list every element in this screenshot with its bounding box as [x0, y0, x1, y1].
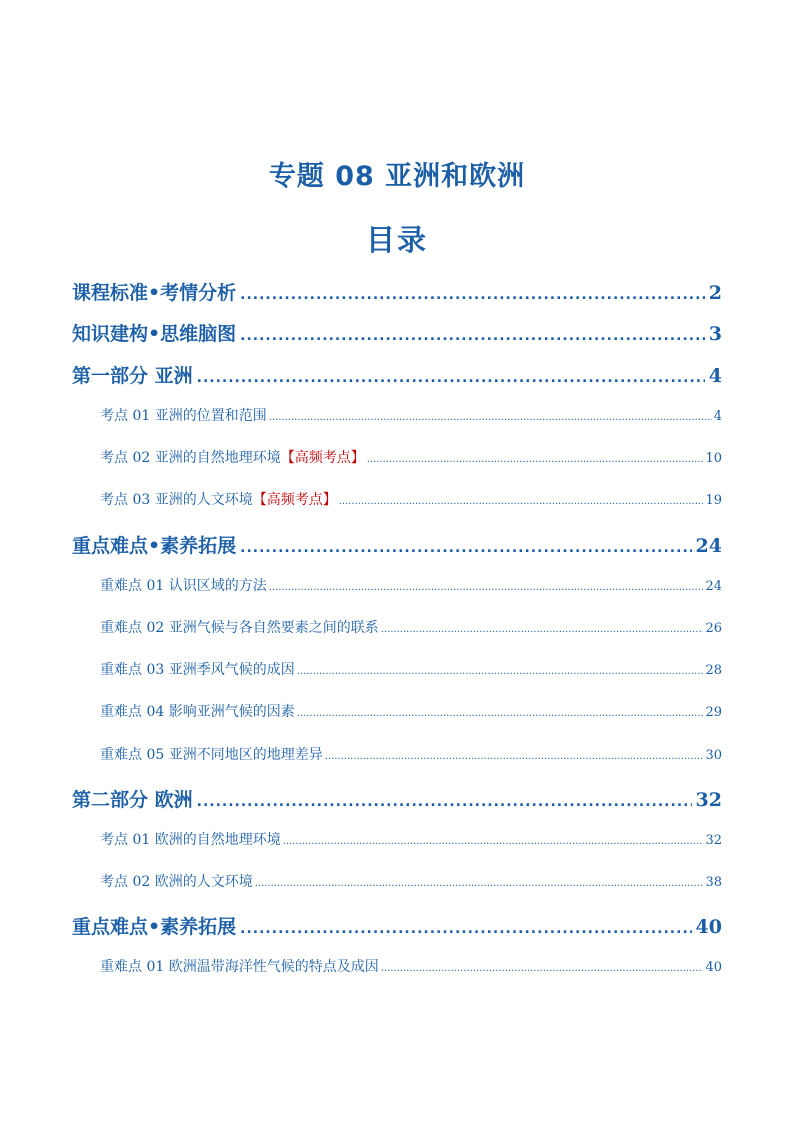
leader-dots [381, 963, 704, 974]
toc-entry-key-difficulties-asia[interactable] [72, 531, 722, 558]
toc-entry-asia-point03[interactable] [100, 489, 722, 509]
toc-entry-label: 第一部分 亚洲 [72, 365, 193, 387]
toc-entry-difficulty05[interactable] [100, 744, 722, 764]
leader-dots [269, 582, 704, 593]
toc-entry-label: 重难点 01 认识区域的方法 [100, 578, 267, 594]
toc-entry-label: 课程标准•考情分析 [72, 282, 237, 304]
toc-entry-label: 重难点 01 欧洲温带海洋性气候的特点及成因 [100, 959, 379, 975]
leader-dots [197, 794, 692, 810]
toc-entry-label: 考点 02 亚洲的自然地理环境 [100, 450, 281, 466]
toc-entry-difficulty04[interactable] [100, 701, 722, 721]
toc-entry-label: 重点难点•素养拓展 [72, 535, 237, 557]
toc-entry-europe-difficulty01[interactable] [100, 956, 722, 976]
high-frequency-tag: 【高频考点】 [252, 492, 337, 508]
toc-entry-label: 重难点 04 影响亚洲气候的因素 [100, 704, 295, 720]
leader-dots [367, 454, 704, 465]
toc-page-number: 24 [695, 535, 722, 557]
toc-entry-label: 重点难点•素养拓展 [72, 916, 237, 938]
toc-entry-part1-asia[interactable] [72, 361, 722, 388]
toc-page-number: 32 [705, 833, 722, 848]
toc-entry-europe-point01[interactable] [100, 829, 722, 849]
toc-page-number: 19 [705, 493, 722, 508]
leader-dots [240, 921, 691, 937]
toc-entry-difficulty01[interactable] [100, 575, 722, 595]
document-title: 专题 08 亚洲和欧洲 [268, 161, 526, 192]
leader-dots [297, 708, 704, 719]
toc-entry-label: 知识建构•思维脑图 [72, 323, 237, 345]
toc-entry-europe-point02[interactable] [100, 871, 722, 891]
toc-page-number: 40 [695, 916, 722, 938]
toc-page-number: 24 [705, 579, 722, 594]
toc-entry-mindmap[interactable] [72, 319, 722, 346]
toc-entry-asia-point01[interactable] [100, 405, 722, 425]
leader-dots [197, 370, 705, 386]
toc-entry-label: 考点 01 欧洲的自然地理环境 [100, 832, 281, 848]
toc-entry-part2-europe[interactable] [72, 785, 722, 812]
toc-entry-label: 重难点 05 亚洲不同地区的地理差异 [100, 747, 323, 763]
leader-dots [255, 878, 704, 889]
toc-page-number: 29 [705, 705, 722, 720]
toc-page-number: 38 [705, 875, 722, 890]
leader-dots [297, 666, 704, 677]
toc-entry-label: 重难点 03 亚洲季风气候的成因 [100, 662, 295, 678]
leader-dots [339, 496, 704, 507]
toc-page-number: 32 [695, 789, 722, 811]
toc-page-number: 4 [713, 409, 722, 424]
toc-entry-label: 考点 03 亚洲的人文环境 [100, 492, 253, 508]
leader-dots [240, 540, 691, 556]
toc-page-number: 3 [708, 323, 722, 345]
leader-dots [325, 751, 704, 762]
leader-dots [240, 287, 705, 303]
toc-entry-label: 考点 01 亚洲的位置和范围 [100, 408, 267, 424]
toc-page-number: 2 [708, 282, 722, 304]
toc-page-number: 10 [705, 451, 722, 466]
toc-entry-asia-point02[interactable] [100, 447, 722, 467]
toc-entry-difficulty03[interactable] [100, 659, 722, 679]
toc-entry-difficulty02[interactable] [100, 617, 722, 637]
toc-heading: 目录 [365, 223, 428, 257]
leader-dots [381, 624, 704, 635]
toc-page-number: 26 [705, 621, 722, 636]
toc-page-number: 40 [705, 960, 722, 975]
toc-entry-key-difficulties-europe[interactable] [72, 912, 722, 939]
leader-dots [240, 328, 705, 344]
toc-entry-label: 重难点 02 亚洲气候与各自然要素之间的联系 [100, 620, 379, 636]
toc-entry-standards[interactable] [72, 278, 722, 305]
toc-entry-label: 第二部分 欧洲 [72, 789, 193, 811]
toc-page-number: 4 [708, 365, 722, 387]
toc-page-number: 30 [705, 748, 722, 763]
high-frequency-tag: 【高频考点】 [280, 450, 365, 466]
toc-entry-label: 考点 02 欧洲的人文环境 [100, 874, 253, 890]
toc-page-number: 28 [705, 663, 722, 678]
leader-dots [269, 412, 712, 423]
leader-dots [283, 836, 704, 847]
